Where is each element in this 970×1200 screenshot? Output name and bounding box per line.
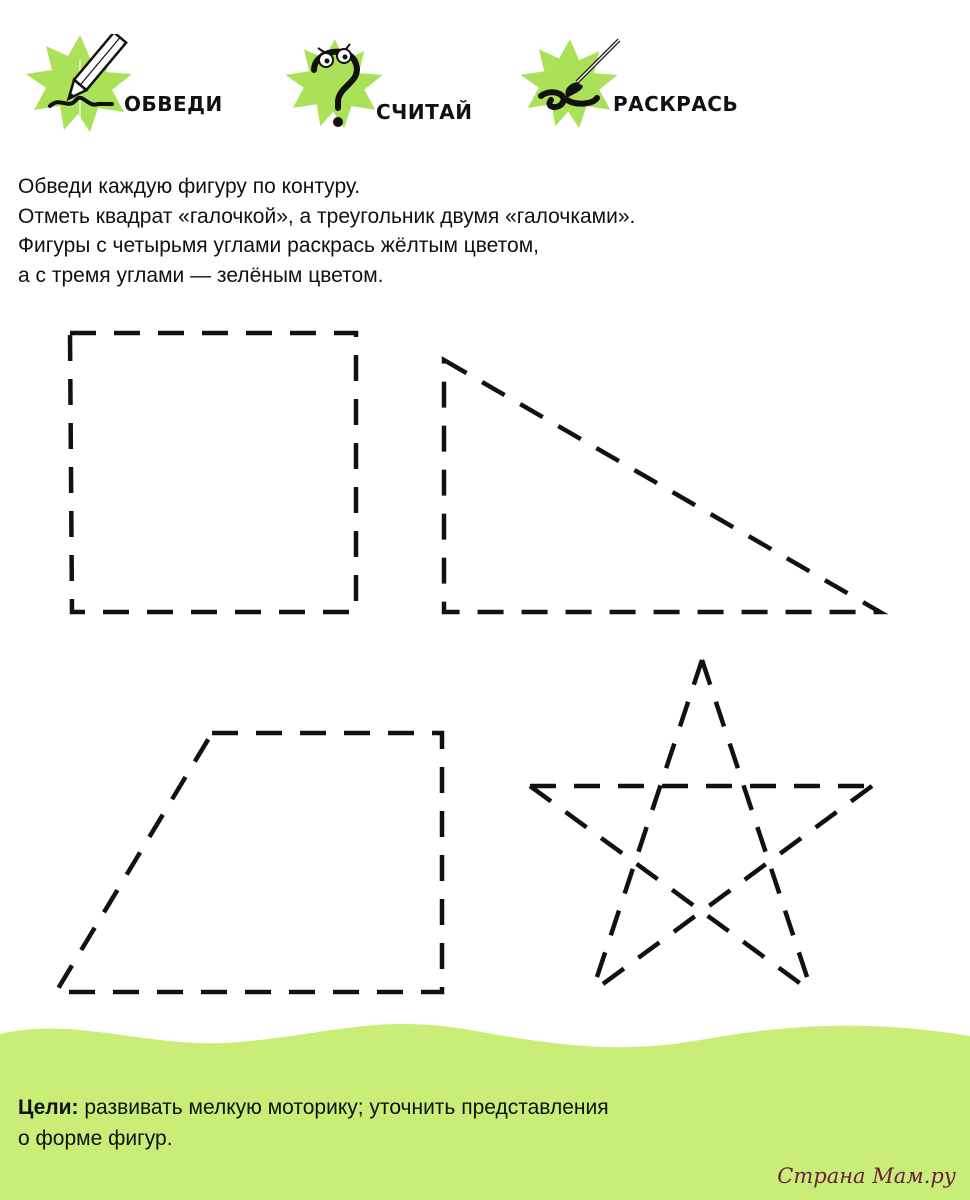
triangle-outline[interactable]: [444, 360, 880, 612]
instruction-line: Отметь квадрат «галочкой», а треугольник двумя «галочками».: [18, 204, 636, 228]
goals-line: [18, 1092, 918, 1123]
instruction-line: Фигуры с четырьмя углами раскрась жёлтым цветом,: [18, 234, 540, 257]
header-label-color: РАСКРАСЬ: [613, 92, 739, 116]
header-label-count: СЧИТАЙ: [376, 100, 473, 124]
goals-label: Цели:: [18, 1096, 79, 1119]
goals: [18, 1092, 918, 1154]
square-outline[interactable]: [70, 333, 356, 612]
goals-line: о форме фигур.: [18, 1127, 173, 1150]
watermark-suffix: .ру: [923, 1164, 956, 1188]
trapezoid-outline[interactable]: [56, 733, 442, 992]
watermark: [777, 1164, 956, 1188]
goals-text: развивать мелкую моторику; уточнить представления: [78, 1096, 609, 1119]
star-outline[interactable]: [530, 660, 872, 992]
header-label-trace: ОБВЕДИ: [124, 92, 223, 116]
watermark-text: Страна Мам: [777, 1164, 924, 1188]
instruction-line: а с тремя углами — зелёным цветом.: [18, 263, 384, 287]
instruction-line: Обведи каждую фигуру по контуру.: [18, 175, 361, 198]
